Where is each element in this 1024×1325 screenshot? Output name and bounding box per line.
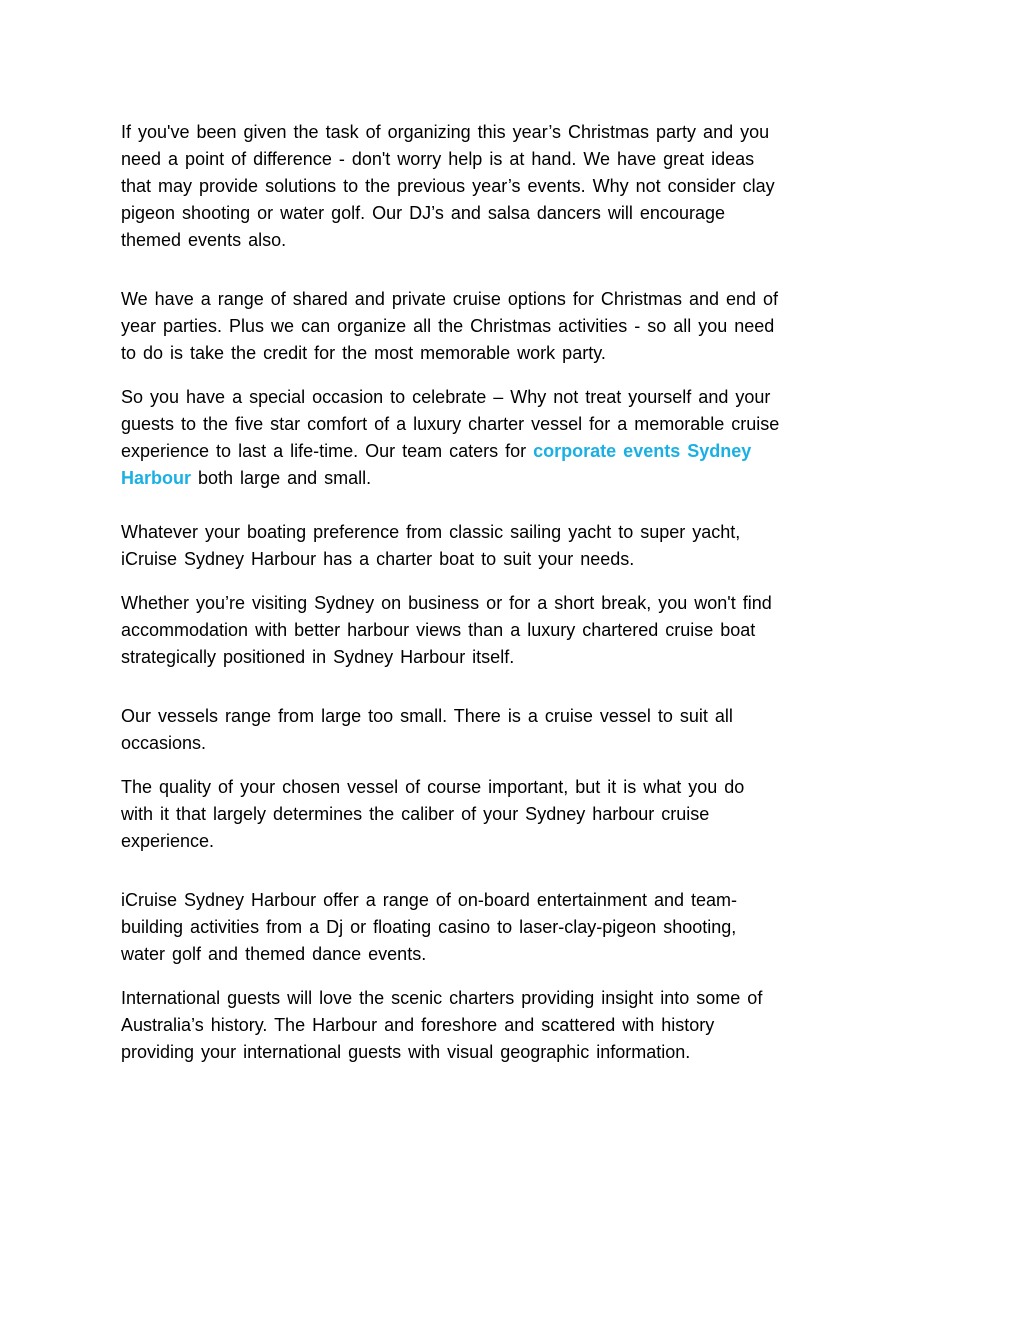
- text-line: year parties. Plus we can organize all the Christmas activities - so all you need: [121, 316, 775, 336]
- paragraph-vessel-range: [121, 703, 733, 757]
- text-line-with-link: [121, 438, 779, 465]
- paragraph-entertainment: [121, 887, 737, 968]
- text-line: iCruise Sydney Harbour has a charter boat to suit your needs.: [121, 549, 635, 569]
- paragraph-special-occasion: [121, 384, 779, 492]
- text-line: that may provide solutions to the previous year’s events. Why not consider clay: [121, 176, 775, 196]
- text-line: to do is take the credit for the most memorable work party.: [121, 343, 606, 363]
- text-line: If you've been given the task of organizing this year’s Christmas party and you: [121, 122, 770, 142]
- text-line: We have a range of shared and private cruise options for Christmas and end of: [121, 289, 779, 309]
- text-line: providing your international guests with visual geographic information.: [121, 1042, 691, 1062]
- paragraph-accommodation: [121, 590, 772, 671]
- text-line: Our vessels range from large too small. There is a cruise vessel to suit all: [121, 706, 733, 726]
- text-line: So you have a special occasion to celebrate – Why not treat yourself and your: [121, 387, 771, 407]
- text-line: guests to the five star comfort of a luxury charter vessel for a memorable cruise: [121, 414, 780, 434]
- paragraph-christmas-party: [121, 119, 775, 254]
- paragraph-boating-preference: [121, 519, 740, 573]
- text-line: International guests will love the scenic charters providing insight into some of: [121, 988, 763, 1008]
- text-segment: both large and small.: [191, 468, 372, 488]
- text-segment: experience to last a life-time. Our team caters for: [121, 441, 534, 461]
- paragraph-vessel-quality: [121, 774, 744, 855]
- text-line: pigeon shooting or water golf. Our DJ’s and salsa dancers will encourage: [121, 203, 725, 223]
- text-line: strategically positioned in Sydney Harbour itself.: [121, 647, 515, 667]
- text-line: need a point of difference - don't worry help is at hand. We have great ideas: [121, 149, 755, 169]
- corporate-events-link-part2[interactable]: Harbour: [121, 468, 192, 488]
- text-line: The quality of your chosen vessel of course important, but it is what you do: [121, 777, 745, 797]
- text-line: themed events also.: [121, 230, 287, 250]
- paragraph-cruise-options: [121, 286, 778, 367]
- text-line: occasions.: [121, 733, 207, 753]
- text-line: building activities from a Dj or floating casino to laser-clay-pigeon shooting,: [121, 917, 737, 937]
- paragraph-international-guests: [121, 985, 762, 1066]
- text-line: water golf and themed dance events.: [121, 944, 427, 964]
- text-line: Whatever your boating preference from classic sailing yacht to super yacht,: [121, 522, 741, 542]
- text-line-with-link: [121, 465, 779, 492]
- corporate-events-link-part1[interactable]: corporate events Sydney: [533, 441, 752, 461]
- text-line: with it that largely determines the caliber of your Sydney harbour cruise: [121, 804, 710, 824]
- text-line: iCruise Sydney Harbour offer a range of on-board entertainment and team-: [121, 890, 738, 910]
- text-line: Australia’s history. The Harbour and foreshore and scattered with history: [121, 1015, 715, 1035]
- text-line: Whether you’re visiting Sydney on business or for a short break, you won't find: [121, 593, 772, 613]
- text-line: accommodation with better harbour views than a luxury chartered cruise boat: [121, 620, 756, 640]
- text-line: experience.: [121, 831, 215, 851]
